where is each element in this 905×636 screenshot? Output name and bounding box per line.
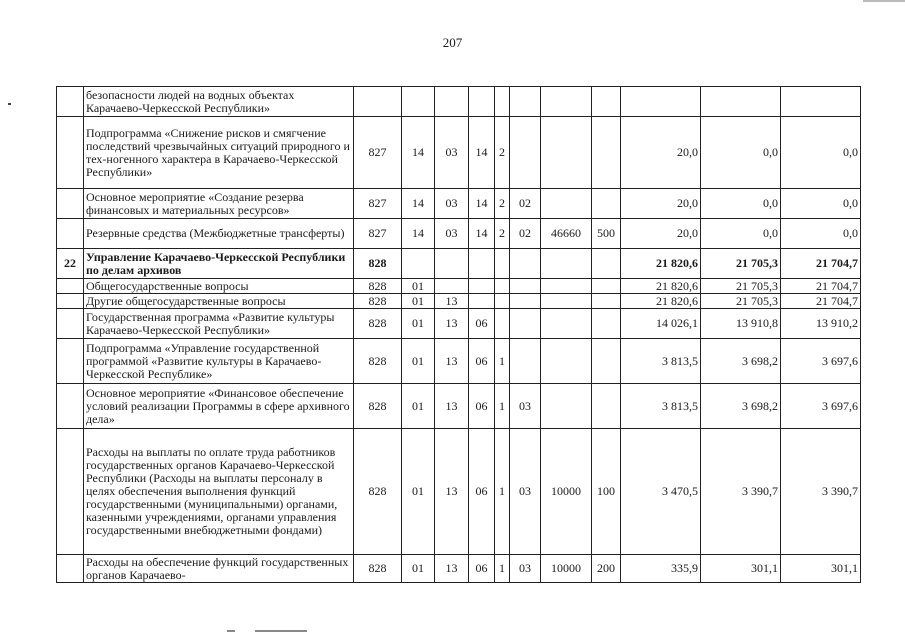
row-name: Резервные средства (Межбюджетные трансферты) xyxy=(84,219,354,249)
cell-section: 14 xyxy=(402,117,435,189)
cell-grbs: 828 xyxy=(354,249,402,279)
table-row xyxy=(57,219,861,249)
cell-grbs: 828 xyxy=(354,555,402,583)
cell-year1: 21 820,6 xyxy=(621,249,701,279)
cell-year3: 21 704,7 xyxy=(781,294,861,309)
cell-year2: 3 698,2 xyxy=(701,339,781,384)
cell-subsection xyxy=(435,249,469,279)
cell-year1: 14 026,1 xyxy=(621,309,701,339)
cell-year1 xyxy=(621,87,701,117)
cell-program: 14 xyxy=(469,219,495,249)
cell-measure: 03 xyxy=(510,555,541,583)
cell-program: 06 xyxy=(469,555,495,583)
cell-expense-type xyxy=(592,189,621,219)
row-name: Расходы на выплаты по оплате труда работников государственных органов Карачаево-Черкесской Республики (Расходы на выплаты персоналу в целях обеспечения выполнения функций государственными (муниципальными) органами, казенными учреждениями, органами управления государственными внебюджетными фондами) xyxy=(84,429,354,555)
cell-year3 xyxy=(781,87,861,117)
cell-expense-type xyxy=(592,384,621,429)
cell-direction: 46660 xyxy=(541,219,592,249)
cell-year2: 3 390,7 xyxy=(701,429,781,555)
cell-expense-type: 500 xyxy=(592,219,621,249)
cell-year3: 13 910,2 xyxy=(781,309,861,339)
cell-direction xyxy=(541,339,592,384)
cell-direction xyxy=(541,249,592,279)
cell-section: 14 xyxy=(402,189,435,219)
row-name: Подпрограмма «Управление государственной программой «Развитие культуры в Карачаево-Черкесской Республике» xyxy=(84,339,354,384)
table-row xyxy=(57,189,861,219)
cell-grbs: 827 xyxy=(354,219,402,249)
cell-program: 06 xyxy=(469,384,495,429)
cell-program xyxy=(469,87,495,117)
cell-measure: 03 xyxy=(510,384,541,429)
cell-year3: 301,1 xyxy=(781,555,861,583)
cell-direction: 10000 xyxy=(541,555,592,583)
cell-grbs: 828 xyxy=(354,429,402,555)
cell-year3: 0,0 xyxy=(781,219,861,249)
scan-speck xyxy=(8,103,11,105)
cell-subprogram xyxy=(495,294,510,309)
cell-subprogram: 1 xyxy=(495,384,510,429)
cell-year2: 0,0 xyxy=(701,219,781,249)
cell-year3: 0,0 xyxy=(781,117,861,189)
row-index xyxy=(57,294,84,309)
cell-subprogram xyxy=(495,279,510,294)
cell-direction xyxy=(541,384,592,429)
cell-expense-type: 200 xyxy=(592,555,621,583)
cell-subprogram xyxy=(495,249,510,279)
cell-section: 01 xyxy=(402,309,435,339)
row-name: Другие общегосударственные вопросы xyxy=(84,294,354,309)
table-row xyxy=(57,249,861,279)
row-index xyxy=(57,87,84,117)
cell-subsection: 13 xyxy=(435,309,469,339)
cell-year3: 3 697,6 xyxy=(781,384,861,429)
row-name: Государственная программа «Развитие культуры Карачаево-Черкесской Республики» xyxy=(84,309,354,339)
cell-direction xyxy=(541,87,592,117)
scan-edge-mark xyxy=(863,0,905,2)
cell-year2: 3 698,2 xyxy=(701,384,781,429)
cell-section: 01 xyxy=(402,429,435,555)
cell-program: 06 xyxy=(469,429,495,555)
cell-measure xyxy=(510,117,541,189)
cell-section: 14 xyxy=(402,219,435,249)
cell-year2: 0,0 xyxy=(701,189,781,219)
row-index xyxy=(57,117,84,189)
row-index xyxy=(57,339,84,384)
cell-year3: 21 704,7 xyxy=(781,279,861,294)
row-name: Подпрограмма «Снижение рисков и смягчение последствий чрезвычайных ситуаций природного и тех-ногенного характера в Карачаево-Черкесской Республики» xyxy=(84,117,354,189)
cell-subsection: 13 xyxy=(435,429,469,555)
cell-expense-type xyxy=(592,339,621,384)
cell-year1: 3 813,5 xyxy=(621,339,701,384)
cell-year1: 3 470,5 xyxy=(621,429,701,555)
cell-grbs xyxy=(354,87,402,117)
cell-direction: 10000 xyxy=(541,429,592,555)
cell-subsection: 13 xyxy=(435,384,469,429)
cell-section: 01 xyxy=(402,294,435,309)
cell-program xyxy=(469,294,495,309)
row-index xyxy=(57,189,84,219)
table-row xyxy=(57,117,861,189)
cell-direction xyxy=(541,294,592,309)
cell-subprogram: 2 xyxy=(495,117,510,189)
cell-program: 06 xyxy=(469,309,495,339)
cell-program xyxy=(469,279,495,294)
table-row xyxy=(57,87,861,117)
row-name: Основное мероприятие «Финансовое обеспечение условий реализации Программы в сфере архивного дела» xyxy=(84,384,354,429)
cell-subsection: 03 xyxy=(435,219,469,249)
cell-year1: 21 820,6 xyxy=(621,279,701,294)
cell-measure xyxy=(510,249,541,279)
cell-program xyxy=(469,249,495,279)
cell-subsection xyxy=(435,279,469,294)
cell-grbs: 828 xyxy=(354,294,402,309)
cell-subsection: 13 xyxy=(435,339,469,384)
cell-section: 01 xyxy=(402,384,435,429)
cell-year1: 21 820,6 xyxy=(621,294,701,309)
cell-section xyxy=(402,87,435,117)
table-row xyxy=(57,555,861,583)
cell-subprogram: 1 xyxy=(495,339,510,384)
cell-year1: 335,9 xyxy=(621,555,701,583)
cell-year1: 20,0 xyxy=(621,189,701,219)
cell-year1: 3 813,5 xyxy=(621,384,701,429)
cell-expense-type xyxy=(592,279,621,294)
cell-subsection: 03 xyxy=(435,189,469,219)
cell-measure xyxy=(510,294,541,309)
row-index: 22 xyxy=(57,249,84,279)
cell-expense-type xyxy=(592,249,621,279)
cell-year3: 3 390,7 xyxy=(781,429,861,555)
cell-year2: 13 910,8 xyxy=(701,309,781,339)
cell-measure: 03 xyxy=(510,429,541,555)
cell-year2: 21 705,3 xyxy=(701,279,781,294)
scan-speck xyxy=(227,630,235,632)
cell-measure: 02 xyxy=(510,219,541,249)
cell-section: 01 xyxy=(402,339,435,384)
table-row xyxy=(57,279,861,294)
cell-grbs: 828 xyxy=(354,279,402,294)
cell-grbs: 828 xyxy=(354,339,402,384)
cell-subsection: 13 xyxy=(435,555,469,583)
row-index xyxy=(57,279,84,294)
cell-expense-type xyxy=(592,294,621,309)
cell-subsection: 03 xyxy=(435,117,469,189)
cell-year2: 301,1 xyxy=(701,555,781,583)
table-row xyxy=(57,294,861,309)
cell-section: 01 xyxy=(402,279,435,294)
cell-direction xyxy=(541,117,592,189)
row-name: Основное мероприятие «Создание резерва финансовых и материальных ресурсов» xyxy=(84,189,354,219)
cell-measure xyxy=(510,339,541,384)
cell-program: 14 xyxy=(469,117,495,189)
table-row xyxy=(57,429,861,555)
table-row xyxy=(57,339,861,384)
cell-measure: 02 xyxy=(510,189,541,219)
cell-year2: 21 705,3 xyxy=(701,294,781,309)
scan-speck xyxy=(255,630,307,632)
cell-year2: 0,0 xyxy=(701,117,781,189)
row-name: безопасности людей на водных объектах Карачаево-Черкесской Республики» xyxy=(84,87,354,117)
row-index xyxy=(57,429,84,555)
cell-direction xyxy=(541,279,592,294)
cell-program: 06 xyxy=(469,339,495,384)
cell-subprogram: 2 xyxy=(495,219,510,249)
cell-subprogram: 1 xyxy=(495,429,510,555)
row-index xyxy=(57,309,84,339)
cell-direction xyxy=(541,189,592,219)
cell-subprogram xyxy=(495,309,510,339)
cell-grbs: 827 xyxy=(354,117,402,189)
cell-year3: 21 704,7 xyxy=(781,249,861,279)
cell-year3: 0,0 xyxy=(781,189,861,219)
cell-grbs: 828 xyxy=(354,384,402,429)
cell-expense-type: 100 xyxy=(592,429,621,555)
cell-grbs: 827 xyxy=(354,189,402,219)
cell-expense-type xyxy=(592,87,621,117)
cell-expense-type xyxy=(592,309,621,339)
row-name: Общегосударственные вопросы xyxy=(84,279,354,294)
cell-measure xyxy=(510,279,541,294)
cell-year1: 20,0 xyxy=(621,219,701,249)
page-number: 207 xyxy=(442,35,463,50)
table-row xyxy=(57,309,861,339)
cell-year3: 3 697,6 xyxy=(781,339,861,384)
cell-subprogram: 1 xyxy=(495,555,510,583)
cell-subsection xyxy=(435,87,469,117)
cell-expense-type xyxy=(592,117,621,189)
row-index xyxy=(57,219,84,249)
cell-subprogram xyxy=(495,87,510,117)
cell-direction xyxy=(541,309,592,339)
cell-year1: 20,0 xyxy=(621,117,701,189)
table-body xyxy=(57,87,861,583)
cell-program: 14 xyxy=(469,189,495,219)
row-name: Расходы на обеспечение функций государственных органов Карачаево- xyxy=(84,555,354,583)
budget-table xyxy=(56,86,861,583)
table-row xyxy=(57,384,861,429)
row-index xyxy=(57,555,84,583)
cell-year2 xyxy=(701,87,781,117)
cell-measure xyxy=(510,309,541,339)
cell-section: 01 xyxy=(402,555,435,583)
cell-year2: 21 705,3 xyxy=(701,249,781,279)
cell-subsection: 13 xyxy=(435,294,469,309)
cell-grbs: 828 xyxy=(354,309,402,339)
cell-measure xyxy=(510,87,541,117)
row-name: Управление Карачаево-Черкесской Республики по делам архивов xyxy=(84,249,354,279)
cell-section xyxy=(402,249,435,279)
cell-subprogram: 2 xyxy=(495,189,510,219)
row-index xyxy=(57,384,84,429)
